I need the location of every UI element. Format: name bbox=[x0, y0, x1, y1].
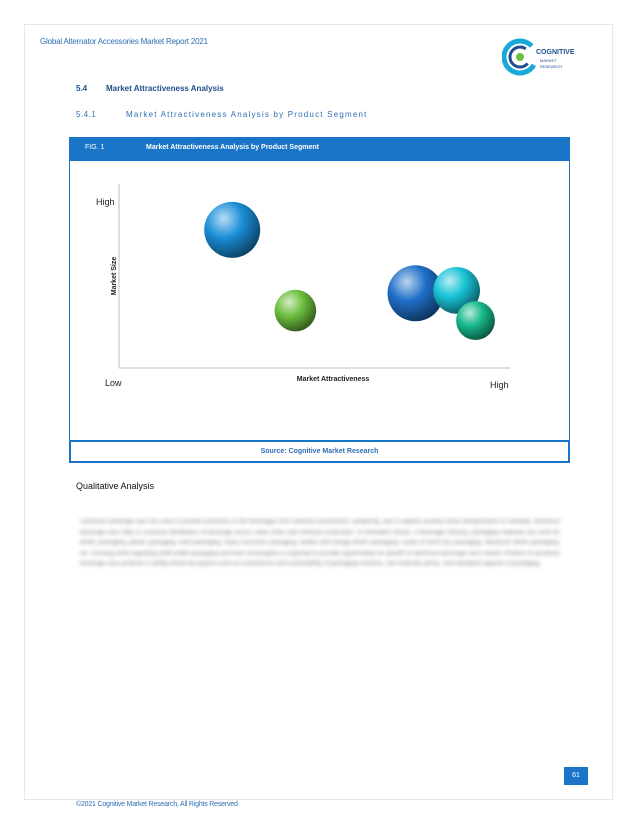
figure-label: FIG. 1 bbox=[85, 144, 105, 151]
y-tick-label-high: High bbox=[96, 197, 115, 207]
qualitative-heading: Qualitative Analysis bbox=[76, 481, 155, 491]
footer-copyright: ©2021 Cognitive Market Research, All Rights Reserved bbox=[76, 801, 238, 808]
logo-mark-icon bbox=[502, 37, 564, 77]
y-axis-title: Market Size bbox=[111, 256, 118, 296]
x-axis-title: Market Attractiveness bbox=[296, 376, 370, 383]
subsection-number: 5.4.1 bbox=[76, 110, 97, 119]
bubble-group bbox=[204, 202, 495, 340]
bubble-2 bbox=[275, 290, 317, 332]
figure-header bbox=[69, 137, 570, 161]
figure-box bbox=[69, 161, 570, 441]
logo-name-line1: COGNITIVE bbox=[536, 49, 575, 56]
report-title: Global Alternator Accessories Market Report 2021 bbox=[40, 37, 208, 46]
section-title: Market Attractiveness Analysis bbox=[106, 84, 224, 93]
section-heading bbox=[76, 84, 224, 93]
company-logo bbox=[502, 37, 575, 77]
subsection-title: Market Attractiveness Analysis by Product Segment bbox=[126, 110, 368, 119]
section-number: 5.4 bbox=[76, 84, 88, 93]
x-tick-label-low: Low bbox=[105, 378, 122, 388]
qualitative-paragraph: Aluminum beverage cans are used to provide protection to the beverages from external environment, tampering, and it supports product while transportation or handling. Aluminum beverage cans help to conserve distribution of beverage across value chain and minimize production. In laminated means, it beverage industry, packaging materials are used for drinks packaging, plastic packaging, food packaging, many consumer packaging, bottles and energy drinks packaging. Leads of drink box packaging, aluminum drinks packaging, etc. Growing trend regarding shelf-stable packaging and food consumption is expected to provide opportunities for growth of aluminum beverage cans market. Product of aluminum beverage cans products is widely driven by aspects such as convenience and sustainability of packaging solutions, raw materials prices, and standards aspects of packaging. bbox=[80, 519, 560, 567]
bubble-1 bbox=[204, 202, 260, 258]
x-tick-label-high: High bbox=[490, 380, 509, 390]
page-number: 61 bbox=[564, 767, 588, 785]
subsection-heading bbox=[76, 110, 368, 119]
bubble-5 bbox=[456, 301, 495, 340]
figure-title: Market Attractiveness Analysis by Product Segment bbox=[146, 144, 319, 151]
figure-source: Source: Cognitive Market Research bbox=[69, 440, 570, 463]
logo-name-line3: RESEARCH bbox=[540, 64, 563, 69]
logo-name-line2: MARKET bbox=[540, 58, 557, 63]
bubble-chart bbox=[70, 161, 569, 439]
